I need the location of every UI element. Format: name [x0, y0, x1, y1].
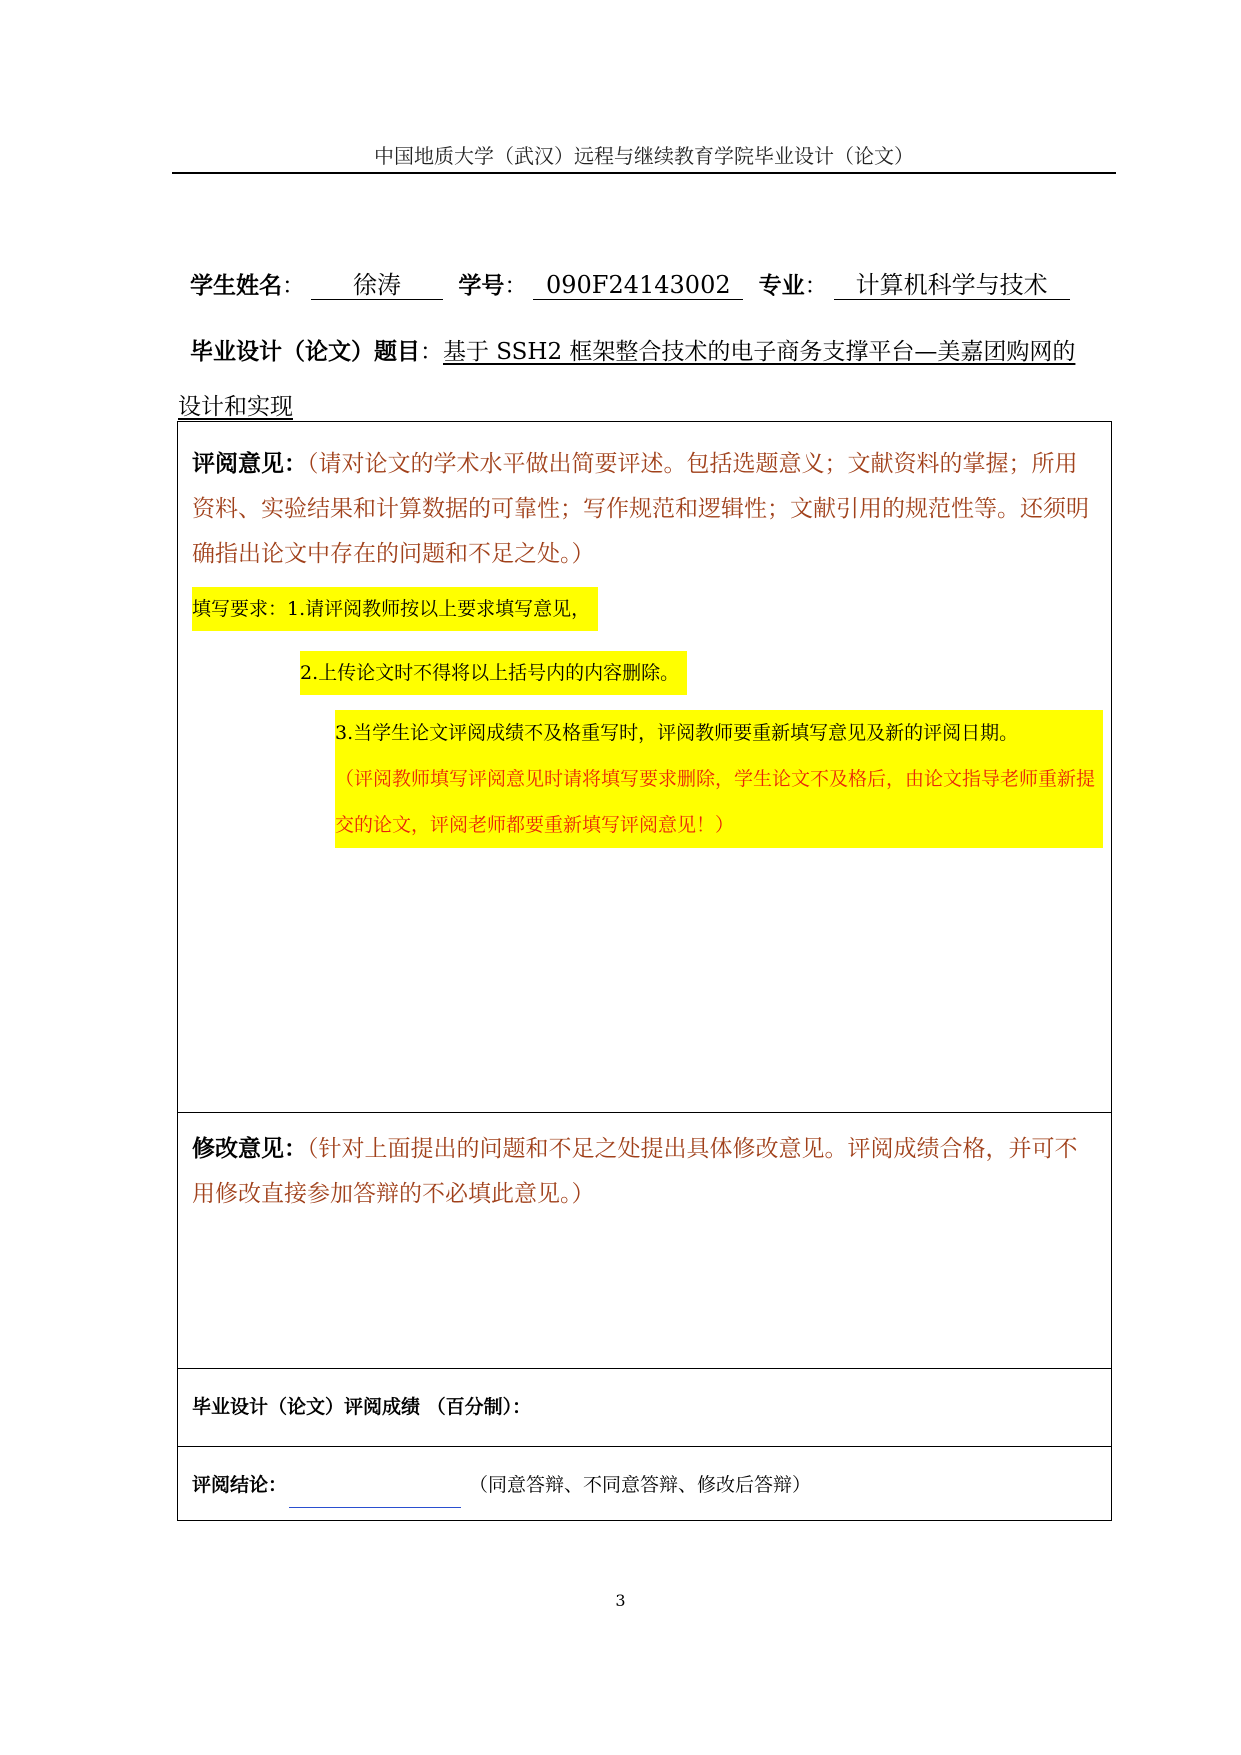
- fill-requirement-note: （评阅教师填写评阅意见时请将填写要求删除，学生论文不及格后，由论文指导老师重新提交的论文，评阅老师都要重新填写评阅意见！）: [335, 768, 1096, 836]
- student-id-label: 学号: [458, 273, 505, 299]
- review-form-table: [177, 421, 1112, 1521]
- grade-row: [192, 1385, 1097, 1430]
- thesis-title-label: 毕业设计（论文）题目: [190, 339, 420, 365]
- thesis-title-colon: ：: [420, 339, 443, 365]
- conclusion-input-line[interactable]: [289, 1485, 461, 1508]
- revision-comments-label: 修改意见: [192, 1136, 284, 1162]
- major-label: 专业: [758, 273, 805, 299]
- student-name-colon: ：: [282, 273, 305, 299]
- student-name-value[interactable]: 徐涛: [311, 271, 443, 300]
- conclusion-options: （同意答辩、不同意答辩、修改后答辩）: [469, 1474, 812, 1496]
- review-comments-colon: ：: [284, 451, 307, 477]
- revision-comments-instructions: [192, 1127, 1097, 1217]
- revision-comments-guidance: （针对上面提出的问题和不足之处提出具体修改意见。评阅成绩合格，并可不用修改直接参加答辩的不必填此意见。）: [192, 1136, 1078, 1207]
- student-id-colon: ：: [504, 273, 528, 299]
- conclusion-row: [192, 1463, 1097, 1508]
- review-comments-cell[interactable]: [178, 422, 1111, 1112]
- thesis-title-line2[interactable]: 设计和实现: [178, 394, 293, 420]
- thesis-title-line1[interactable]: 基于 SSH2 框架整合技术的电子商务支撑平台—美嘉团购网的: [443, 339, 1076, 365]
- fill-requirement-3: 3.当学生论文评阅成绩不及格重写时，评阅教师要重新填写意见及新的评阅日期。: [335, 722, 1019, 744]
- revision-comments-colon: ：: [284, 1136, 307, 1162]
- grade-label: 毕业设计（论文）评阅成绩 （百分制）：: [192, 1396, 532, 1418]
- fill-requirement-3-block: [335, 710, 1103, 848]
- conclusion-label: 评阅结论：: [192, 1474, 288, 1496]
- conclusion-cell: [178, 1446, 1111, 1522]
- page-number: 3: [615, 1591, 626, 1610]
- student-id-value[interactable]: 090F24143002: [533, 271, 743, 300]
- fill-requirement-2: 2.上传论文时不得将以上括号内的内容删除。: [300, 651, 687, 695]
- review-comments-guidance: （请对论文的学术水平做出简要评述。包括选题意义；文献资料的掌握；所用资料、实验结果和计算数据的可靠性；写作规范和逻辑性；文献引用的规范性等。还须明确指出论文中存在的问题和不足之处。）: [192, 451, 1089, 567]
- review-comments-instructions: [192, 442, 1097, 577]
- page-header-title: 中国地质大学（武汉）远程与继续教育学院毕业设计（论文）: [374, 144, 914, 168]
- student-info-row: [190, 267, 1110, 301]
- review-comments-label: 评阅意见: [192, 451, 284, 477]
- major-value[interactable]: 计算机科学与技术: [834, 271, 1070, 300]
- student-name-label: 学生姓名: [190, 273, 282, 299]
- grade-cell[interactable]: [178, 1368, 1111, 1446]
- header-rule: [172, 172, 1116, 174]
- fill-requirement-1: 填写要求：1.请评阅教师按以上要求填写意见，: [192, 587, 598, 631]
- thesis-title-block: [178, 325, 1118, 435]
- revision-comments-cell[interactable]: [178, 1112, 1111, 1368]
- major-colon: ：: [804, 273, 828, 299]
